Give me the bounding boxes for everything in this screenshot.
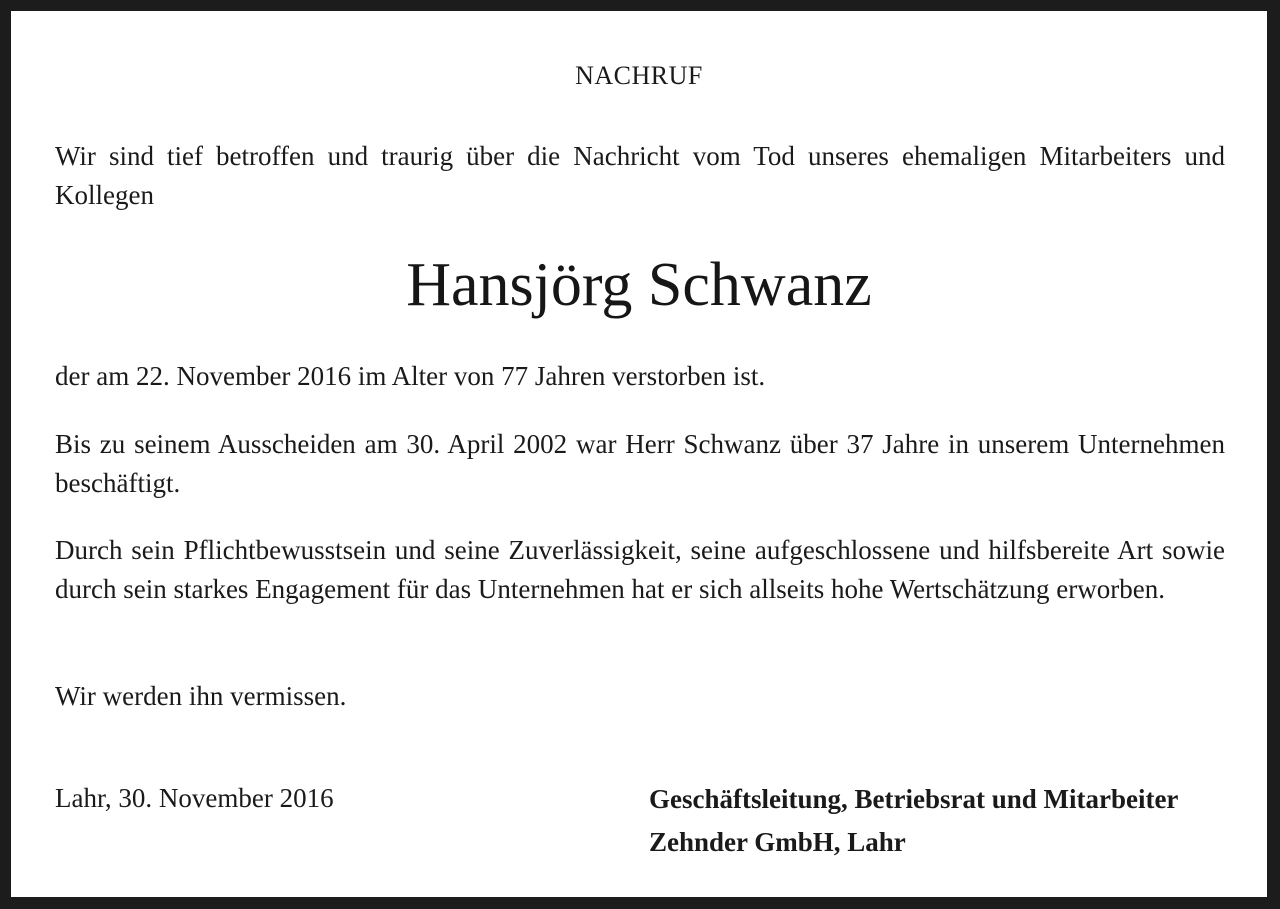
notice-heading: NACHRUF: [575, 61, 703, 90]
character-paragraph: Durch sein Pflichtbewusstsein und seine Zuverlässigkeit, seine aufgeschlossene und hilfsbereite Art sowie durch sein starkes Engagement für das Unternehmen hat er sich allseits hohe Wertschätzung erworben.: [55, 535, 1225, 604]
signature-line-1: Geschäftsleitung, Betriebsrat und Mitarbeiter: [649, 784, 1179, 814]
death-paragraph: der am 22. November 2016 im Alter von 77 Jahren verstorben ist.: [55, 361, 766, 391]
intro-paragraph: Wir sind tief betroffen und traurig über die Nachricht vom Tod unseres ehemaligen Mitarbeiters und Kollegen: [55, 141, 1225, 210]
career-paragraph: Bis zu seinem Ausscheiden am 30. April 2002 war Herr Schwanz über 37 Jahre in unserem Unternehmen beschäftigt.: [55, 429, 1225, 498]
obituary-notice: [11, 11, 1267, 897]
signature-line-2: Zehnder GmbH, Lahr: [649, 827, 906, 857]
place-and-date: Lahr, 30. November 2016: [55, 783, 334, 813]
deceased-name: Hansjörg Schwanz: [406, 251, 872, 319]
signature-block: [649, 778, 1178, 864]
closing-paragraph: Wir werden ihn vermissen.: [55, 681, 347, 711]
